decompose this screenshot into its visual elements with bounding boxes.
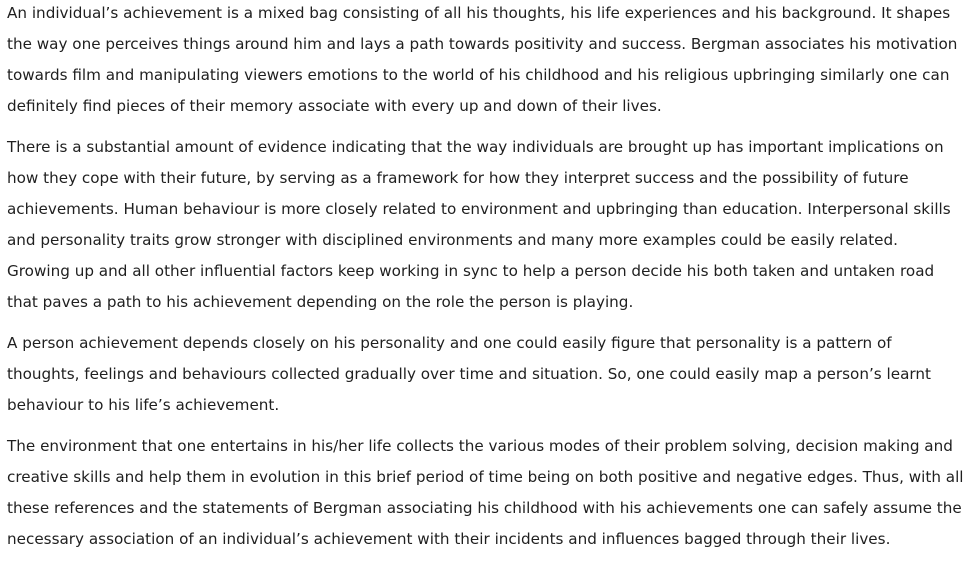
paragraph-2: There is a substantial amount of evidence indicating that the way individuals are brought up has important implications on how they cope with their future, by serving as a framework for how they interpret success and the possibility of future achievements. Human behaviour is more closely related to environment and upbringing than education. Interpersonal skills and personality traits grow stronger with disciplined environments and many more examples could be easily related. Growing up and all other influential factors keep working in sync to help a person decide his both taken and untaken road that paves a path to his achievement depending on the role the person is playing. — [7, 138, 951, 311]
paragraph-3: A person achievement depends closely on his personality and one could easily figure that personality is a pattern of thoughts, feelings and behaviours collected gradually over time and situation. So, one could easily map a person’s learnt behaviour to his life’s achievement. — [7, 334, 931, 414]
paragraph-1: An individual’s achievement is a mixed bag consisting of all his thoughts, his life experiences and his background. It shapes the way one perceives things around him and lays a path towards positivity and success. Bergman associates his motivation towards film and manipulating viewers emotions to the world of his childhood and his religious upbringing similarly one can definitely find pieces of their memory associate with every up and down of their lives. — [7, 4, 958, 115]
paragraph-4: The environment that one entertains in his/her life collects the various modes of their problem solving, decision making and creative skills and help them in evolution in this brief period of time being on both positive and negative edges. Thus, with all these references and the statements of Bergman associating his childhood with his achievements one can safely assume the necessary association of an individual’s achievement with their incidents and influences bagged through their lives. — [7, 437, 964, 548]
